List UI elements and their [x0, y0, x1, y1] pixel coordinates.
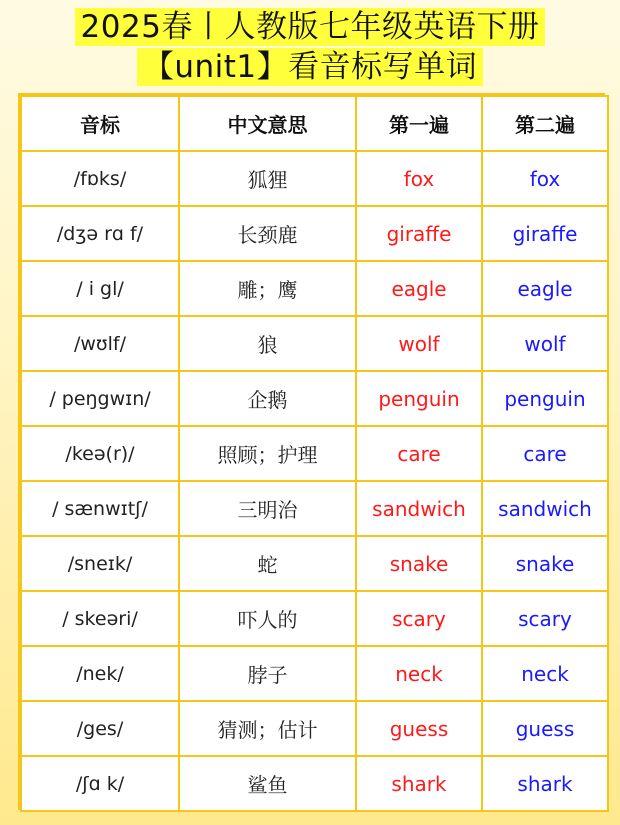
table-row	[21, 426, 608, 481]
table-row	[21, 646, 608, 701]
first-pass-cell: eagle	[356, 261, 482, 316]
meaning-cell: 雕；鹰	[179, 261, 356, 316]
meaning-cell: 猜测；估计	[179, 701, 356, 756]
vocabulary-table	[18, 93, 605, 810]
ipa-cell: /fɒks/	[21, 151, 179, 206]
ipa-cell: /dʒə rɑ f/	[21, 206, 179, 261]
table-row	[21, 316, 608, 371]
column-header-first-pass: 第一遍	[356, 96, 482, 151]
ipa-cell: /wʊlf/	[21, 316, 179, 371]
first-pass-cell: fox	[356, 151, 482, 206]
second-pass-cell: penguin	[482, 371, 608, 426]
second-pass-cell: guess	[482, 701, 608, 756]
table-row	[21, 371, 608, 426]
first-pass-cell: snake	[356, 536, 482, 591]
table-row	[21, 591, 608, 646]
second-pass-cell: fox	[482, 151, 608, 206]
first-pass-cell: care	[356, 426, 482, 481]
first-pass-cell: wolf	[356, 316, 482, 371]
meaning-cell: 三明治	[179, 481, 356, 536]
second-pass-cell: snake	[482, 536, 608, 591]
table-row	[21, 756, 608, 811]
first-pass-cell: guess	[356, 701, 482, 756]
first-pass-cell: sandwich	[356, 481, 482, 536]
meaning-cell: 蛇	[179, 536, 356, 591]
table-header-row	[21, 96, 608, 151]
table-row	[21, 481, 608, 536]
ipa-cell: /nek/	[21, 646, 179, 701]
table-row	[21, 536, 608, 591]
column-header-ipa: 音标	[21, 96, 179, 151]
first-pass-cell: scary	[356, 591, 482, 646]
second-pass-cell: shark	[482, 756, 608, 811]
page-subtitle: 【unit1】看音标写单词	[137, 48, 483, 86]
ipa-cell: /sneɪk/	[21, 536, 179, 591]
ipa-cell: / peŋgwɪn/	[21, 371, 179, 426]
table-row	[21, 261, 608, 316]
meaning-cell: 照顾；护理	[179, 426, 356, 481]
second-pass-cell: eagle	[482, 261, 608, 316]
meaning-cell: 企鹅	[179, 371, 356, 426]
ipa-cell: / sænwɪtʃ/	[21, 481, 179, 536]
second-pass-cell: sandwich	[482, 481, 608, 536]
first-pass-cell: penguin	[356, 371, 482, 426]
meaning-cell: 吓人的	[179, 591, 356, 646]
second-pass-cell: care	[482, 426, 608, 481]
first-pass-cell: shark	[356, 756, 482, 811]
ipa-cell: /ʃɑ k/	[21, 756, 179, 811]
second-pass-cell: giraffe	[482, 206, 608, 261]
ipa-cell: /ges/	[21, 701, 179, 756]
column-header-second-pass: 第二遍	[482, 96, 608, 151]
meaning-cell: 鲨鱼	[179, 756, 356, 811]
second-pass-cell: neck	[482, 646, 608, 701]
column-header-meaning: 中文意思	[179, 96, 356, 151]
ipa-cell: /keə(r)/	[21, 426, 179, 481]
first-pass-cell: giraffe	[356, 206, 482, 261]
meaning-cell: 长颈鹿	[179, 206, 356, 261]
table-row	[21, 206, 608, 261]
page-title: 2025春丨人教版七年级英语下册	[75, 8, 546, 46]
second-pass-cell: wolf	[482, 316, 608, 371]
second-pass-cell: scary	[482, 591, 608, 646]
meaning-cell: 狼	[179, 316, 356, 371]
ipa-cell: / skeəri/	[21, 591, 179, 646]
meaning-cell: 脖子	[179, 646, 356, 701]
header	[0, 8, 620, 86]
table-row	[21, 151, 608, 206]
meaning-cell: 狐狸	[179, 151, 356, 206]
table-row	[21, 701, 608, 756]
first-pass-cell: neck	[356, 646, 482, 701]
ipa-cell: / i gl/	[21, 261, 179, 316]
